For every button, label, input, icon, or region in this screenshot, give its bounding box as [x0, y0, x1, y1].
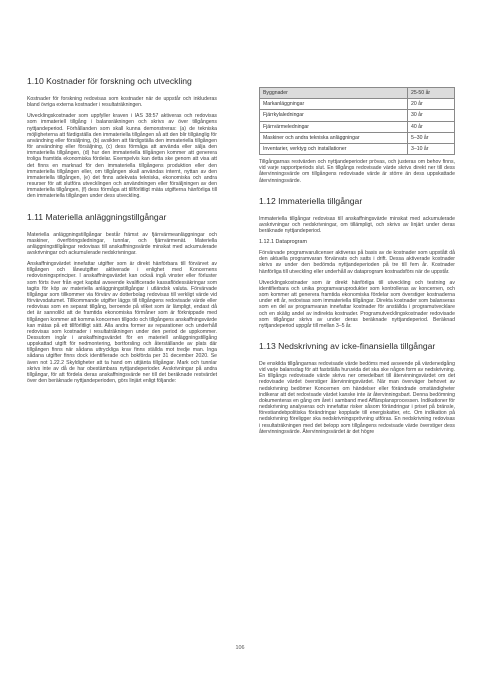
table-cell-years: 20 år — [408, 99, 455, 110]
section-1-12-paragraph-1: Immateriella tillgångar redovisas till anskaffningsvärde minskat med ackumulerade avskrivningar och nedskrivningar, om tillämpligt, och skrivs av linjärt under deras beräknade nyttjandeperiod. — [259, 215, 455, 234]
table-cell-asset: Maskiner och andra tekniska anläggningar — [260, 132, 408, 143]
section-1-12-heading: 1.12 Immateriella tillgångar — [259, 195, 363, 206]
table-cell-years: 5–30 år — [408, 132, 455, 143]
page-number: 106 — [235, 645, 245, 651]
table-cell-asset: Markanläggningar — [260, 99, 408, 110]
section-1-11-paragraph-1: Materiella anläggningstillgångar består främst av fjärrvärmeanläggningar och maskiner, överföringsledningar, tunnlar, och fjärrvärmenät. Materiella anläggningstillgångar redovisas till anskaffningsvärde minskat med ackumulerade avskrivningar och ackumulerade nedskrivningar. — [27, 231, 217, 256]
table-cell-years: 3–10 år — [408, 143, 455, 154]
table-header-years: 25-50 år — [408, 88, 455, 99]
table-cell-years: 40 år — [408, 121, 455, 132]
table-row — [260, 132, 455, 143]
table-cell-asset: Fjärrkylaledningar — [260, 110, 408, 121]
table-cell-asset: Fjärrvärmeledningar — [260, 121, 408, 132]
table-header-row — [260, 88, 455, 99]
section-1-11-paragraph-2: Anskaffningsvärdet innefattar utgifter som är direkt hänförbara till förvärvet av tillgången och lånеutgifter aktiverade i enlighet med Koncernens redovisningsprinciper. I anskaffningsvärdet kan också ingå vinster eller förluster som förts över från eget kapital avseende kvalificerade kassaflödessäkringar som tagits för köp av materiella anläggningstillgångar i utländsk valuta. Förvärvade tillgångar som tillkommer via förvärv av dotterbolag redovisas till verkligt värde vid förvärvsdatumet. Tillkommande utgifter läggs till tillgångens redovisade värde eller redovisas som en separat tillgång, beroende på vilket som är lämpligt, endast då det är sannolikt att de framtida ekonomiska förmåner som är förknippade med tillgången kommer att komma koncernen tillgodo och tillgångens anskaffningsvärde kan mätas på ett tillförlitligt sätt. Alla andra former av reparationer och underhåll redovisas som kostnader i resultaträkningen under den period de uppkommer. Dessutom ingår i anskaffningsvärdet för en materiell anläggningstillgång uppskattad utgift för nedmontering, bortforsling och återställande av plats där tillgången finns när sådana uttryckliga krav finns ställda mot tredje man. Inga sådana utgifter finns dock identifierade och bokförda per 31 december 2020. Se även not 1.22.2 Skyldigheter att ta hand om uttjänta tillgångar. Mark och tunnlar skrivs inte av då de har obestämbara nyttjandeperioder. Avskrivningar på andra tillgångar, för att fördela deras anskaffningsvärde ner till det beräknade restvärdet över den beräknade nyttjandeperioden, görs linjärt enligt följande: — [27, 261, 217, 385]
table-cell-asset: Inventarier, verktyg och installationer — [260, 143, 408, 154]
residual-values-paragraph: Tillgångarnas restvärden och nyttjandeperioder prövas, och justeras om behov finns, vid varje rapportperiods slut. En tillgångs redovisade värde skrivs direkt ner till dess återvinningsvärde om tillgångens redovisade värde är större än dess uppskattade återvinningsvärde. — [259, 159, 455, 184]
section-1-13-heading: 1.13 Nedskrivning av icke-finansiella tillgångar — [259, 341, 436, 351]
section-1-12-1-paragraph-1: Förvärvade programvarulicenser aktiveras på basis av de kostnader som uppstått då den aktuella programvaran förvärvats och satts i drift. Dessa aktiverade kostnader skrivs av under den bedömda nyttjandeperioden på tre till fem år. Kostnader hänförliga till utveckling eller underhåll av dataprogram kostnadsförs när de uppstår. — [259, 250, 455, 275]
left-column — [27, 76, 217, 389]
table-row — [260, 110, 455, 121]
section-1-13-paragraph-1: De enskilda tillgångarnas redovisade värde bedöms med avseende på värdenedgång vid varje balansdag för att fastställa huruvida det ska ske någon form av nedskrivning. En tillgångs redovisade värde skrivs ner omedelbart till återvinningsvärdet om det redovisade värdet överstiger återvinningsvärdet. När man överväger behovet av nedskrivning bedömer Koncernen om händelser eller förändrade omständigheter indikerar att det redovisade värdet kanske inte är återvinningsbart. Denna bedömning dokumenteras en gång om året i samband med Affärsplansprocessen. Indikationer för nedskrivning analyseras och innefattar risker såsom förändringar i priset på bränsle, förestiandebpolitiska förändringar kopplade till energiskatter, etc. Om indikation på nedskrivning föreligger ska nedskrivningsprövning utföras. En nedskrivning redovisas i resultaträkningen med det belopp som tillgångens redovisade värde överstiger dess återvinningsvärde. Återvinningsvärdet är det högre — [259, 361, 455, 435]
table-cell-years: 30 år — [408, 110, 455, 121]
section-1-11-heading: 1.11 Materiella anläggningstillgångar — [27, 211, 167, 222]
section-1-12-1-heading: 1.12.1 Dataprogram — [259, 239, 307, 246]
section-1-10-heading: 1.10 Kostnader för forskning och utveckling — [27, 76, 192, 86]
table-header-asset: Byggnader — [260, 88, 408, 99]
table-row — [260, 99, 455, 110]
depreciation-table — [259, 87, 455, 155]
section-1-12-1-paragraph-2: Utvecklingskostnader som är direkt hänförliga till utveckling och testning av identifierbara och unika programvaruprodukter som kontrolleras av koncernen, och som kommer att generera framtida ekonomiska fördelar som överstiger kostnaderna under ett år, redovisas som immateriella tillgångar. Direkta kostnader som balanseras som en del av programvaran innefattar kostnader för anställda i programutvecklare och en skälig andel av indirekta kostnader. Programutvecklingskostnader redovisade som tillgångar skrivs av under deras beräknade nyttjandeperiod. Beräknad nyttjandeperiod uppgår till mellan 3–5 år. — [259, 279, 455, 329]
table-row — [260, 121, 455, 132]
table-row — [260, 143, 455, 154]
section-1-10-paragraph-1: Kostnader för forskning redovisas som kostnader när de uppstår och inkluderas bland övriga externa kostnader i resultaträkningen. — [27, 96, 217, 109]
section-1-10-paragraph-2: Utvecklingskostnader som uppfyller kraven i IAS 38:57 aktiveras och redovisas som immateriell tillgång i balansräkningen och skrivs av över tillgångens nyttjandeperiod. Förhållanden som skall kunna demonstreras: (a) de tekniska möjligheterna att färdigställa den immateriella tillgången så att den blir tillgänglig för användning eller försäljning, (b) avsikten att färdigställa den immateriella tillgången för användning eller försäljning, (c) dess förmåga att använda eller sälja den immateriella tillgången, (d) hur den immateriella tillgången kommer att generera troliga framtida ekonomiska fördelar. Exempelvis kan detta ske genom att visa att det finns en marknad för den immateriella tillgångens produktion eller den immateriella tillgången eller, om tillgången skall användas internt, nyttan av den immateriella tillgången, (e) det finns adekvata tekniska, ekonomiska och andra resurser för att slutföra utvecklingen och användningen eller försäljningen av den immateriella tillgången, (f) dess förmåga att tillförlitligt mäta utgifterna hänförliga till den immateriella tillgången under dess utveckling. — [27, 113, 217, 200]
right-column — [259, 87, 455, 440]
